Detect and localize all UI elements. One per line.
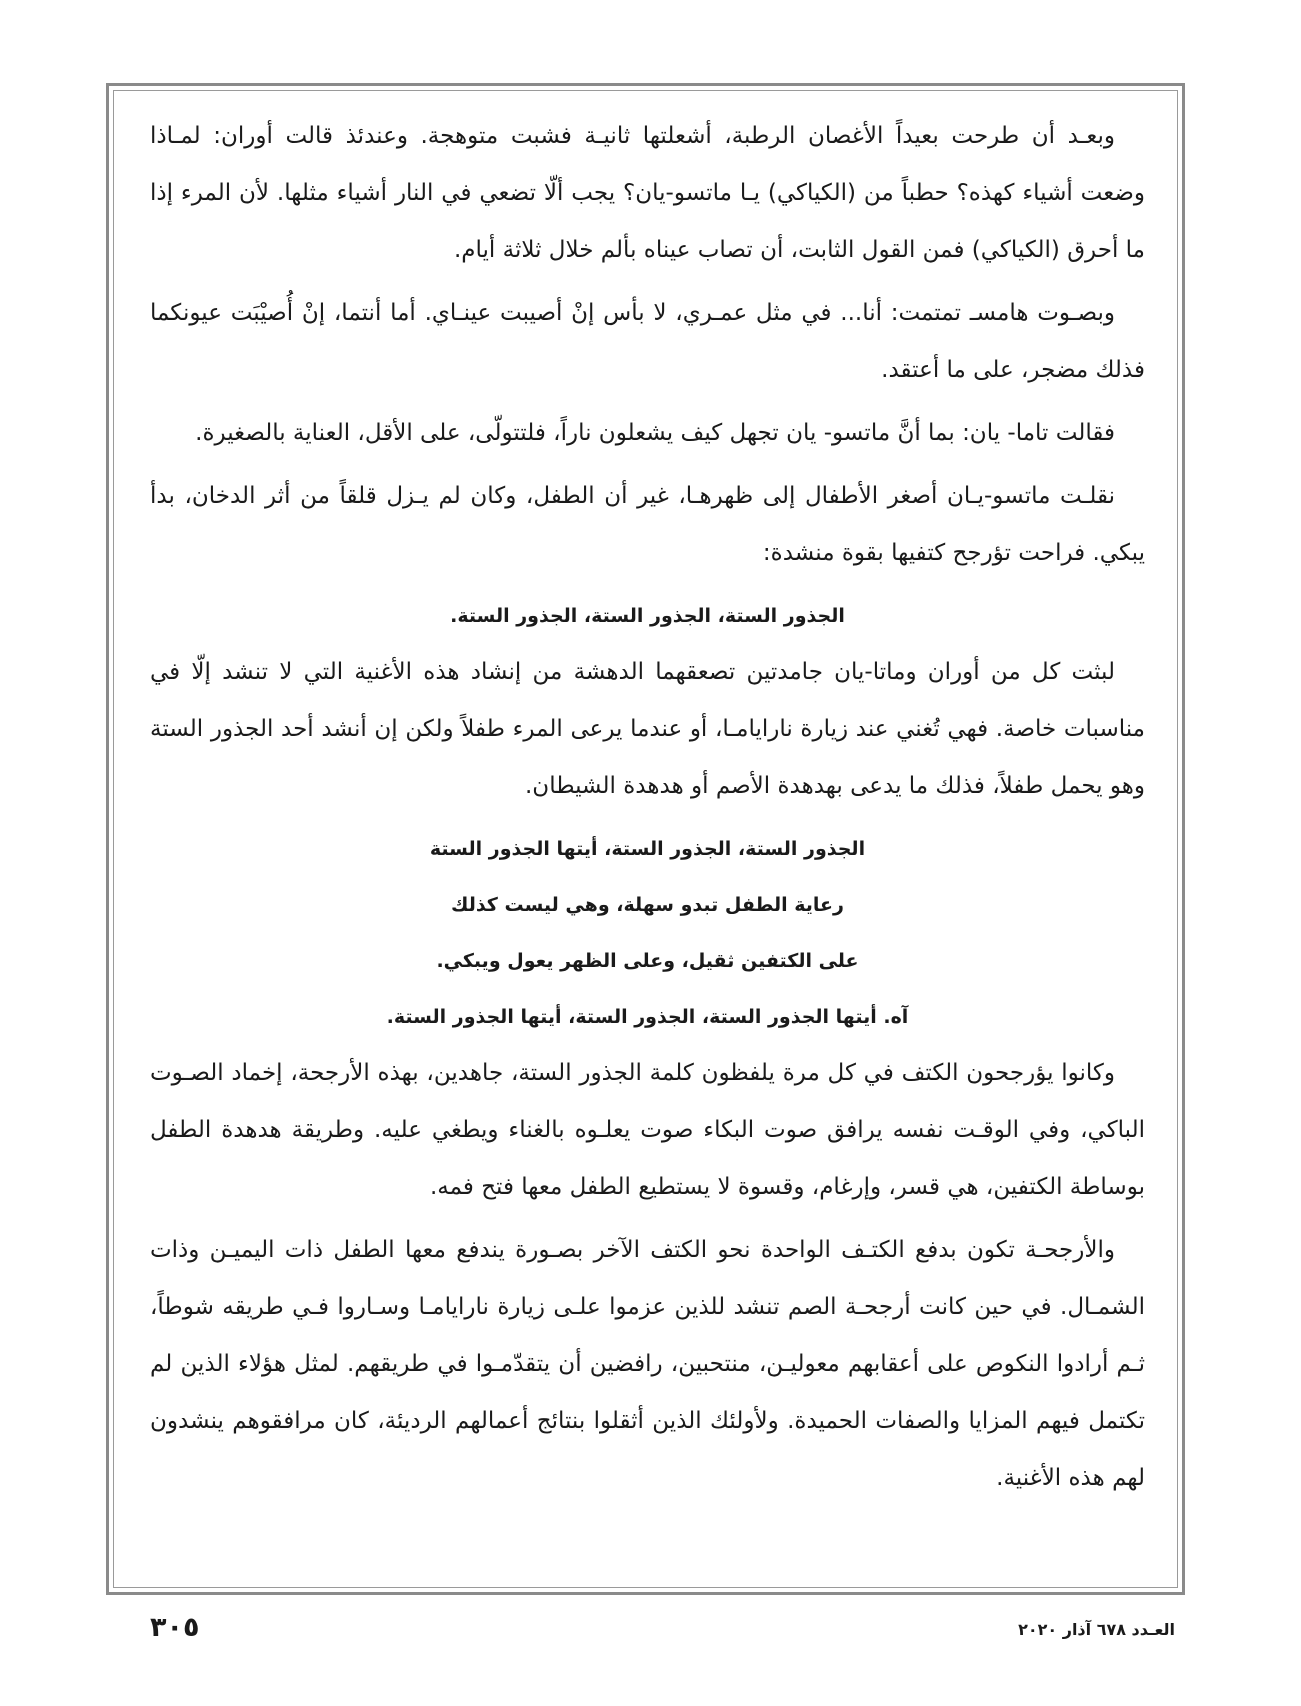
paragraph-3: فقالت تاما- يان: بما أنَّ ماتسو- يان تجهل كيف يشعلون ناراً، فلتتولّى، على الأقل، العناية بالصغيرة. <box>195 420 1115 446</box>
paragraph-1: وبعـد أن طرحت بعيداً الأغصان الرطبة، أشعلتها ثانيـة فشبت متوهجة. وعندئذ قالت أوران: لمـاذا وضعت أشياء كهذه؟ حطباً من (الكياكي) يـا ماتسو-يان؟ يجب ألّا تضعي في النار أشياء مثلها. لأن المرء إذا ما أحرق (الكياكي) فمن القول الثابت، أن تصاب عيناه بألم خلال ثلاثة أيام. <box>150 123 1145 263</box>
article-body <box>150 108 1145 1513</box>
page-number: ٣٠٥ <box>150 1612 200 1643</box>
issue-label: العـدد ٦٧٨ آذار ٢٠٢٠ <box>1018 1620 1175 1639</box>
paragraph-2: وبصـوت هامسـ تمتمت: أنا... في مثل عمـري، لا بأس إنْ أصيبت عينـاي. أما أنتما، إنْ أُصيْبَت عيونكما فذلك مضجر، على ما أعتقد. <box>150 300 1145 383</box>
song-verse-5: آه. أيتها الجذور الستة، الجذور الستة، أيتها الجذور الستة. <box>386 1006 909 1028</box>
paragraph-5: لبثت كل من أوران وماتا-يان جامدتين تصعقهما الدهشة من إنشاد هذه الأغنية التي لا تنشد إلّا في مناسبات خاصة. فهي تُغني عند زيارة نارايامـا، أو عندما يرعى المرء طفلاً ولكن إن أنشد أحد الجذور الستة وهو يحمل طفلاً، فذلك ما يدعى بهدهدة الأصم أو هدهدة الشيطان. <box>150 659 1145 799</box>
paragraph-7: والأرجحـة تكون بدفع الكتـف الواحدة نحو الكتف الآخر بصـورة يندفع معها الطفل ذات اليميـن وذات الشمـال. في حين كانت أرجحـة الصم تنشد للذين عزموا علـى زيارة نارايامـا وسـاروا فـي طريقه شوطاً، ثـم أرادوا النكوص على أعقابهم معوليـن، منتحبين، رافضين أن يتقدّمـوا في طريقهم. لمثل هؤلاء الذين لم تكتمل فيهم المزايا والصفات الحميدة. ولأولئك الذين أثقلوا بنتائج أعمالهم الرديئة، كان مرافقوهم ينشدون لهم هذه الأغنية. <box>150 1237 1145 1491</box>
paragraph-4: نقلـت ماتسو-يـان أصغر الأطفال إلى ظهرهـا، غير أن الطفل، وكان لم يـزل قلقاً من أثر الدخان، بدأ يبكي. فراحت تؤرجح كتفيها بقوة منشدة: <box>150 483 1145 566</box>
song-verse-4: على الكتفين ثقيل، وعلى الظهر يعول ويبكي. <box>436 950 859 972</box>
song-verse-3: رعاية الطفل تبدو سهلة، وهي ليست كذلك <box>451 894 844 916</box>
song-verse-1: الجذور الستة، الجذور الستة، الجذور الستة. <box>450 605 845 627</box>
paragraph-6: وكانوا يؤرجحون الكتف في كل مرة يلفظون كلمة الجذور الستة، جاهدين، بهذه الأرجحة، إخماد الصـوت الباكي، وفي الوقـت نفسه يرافق صوت البكاء صوت يعلـوه بالغناء ويطغي عليه. وطريقة هدهدة الطفل بوساطة الكتفين، هي قسر، وإرغام، وقسوة لا يستطيع الطفل معها فتح فمه. <box>150 1060 1145 1200</box>
song-verse-2: الجذور الستة، الجذور الستة، أيتها الجذور الستة <box>429 838 866 860</box>
page-footer <box>106 1612 1185 1652</box>
